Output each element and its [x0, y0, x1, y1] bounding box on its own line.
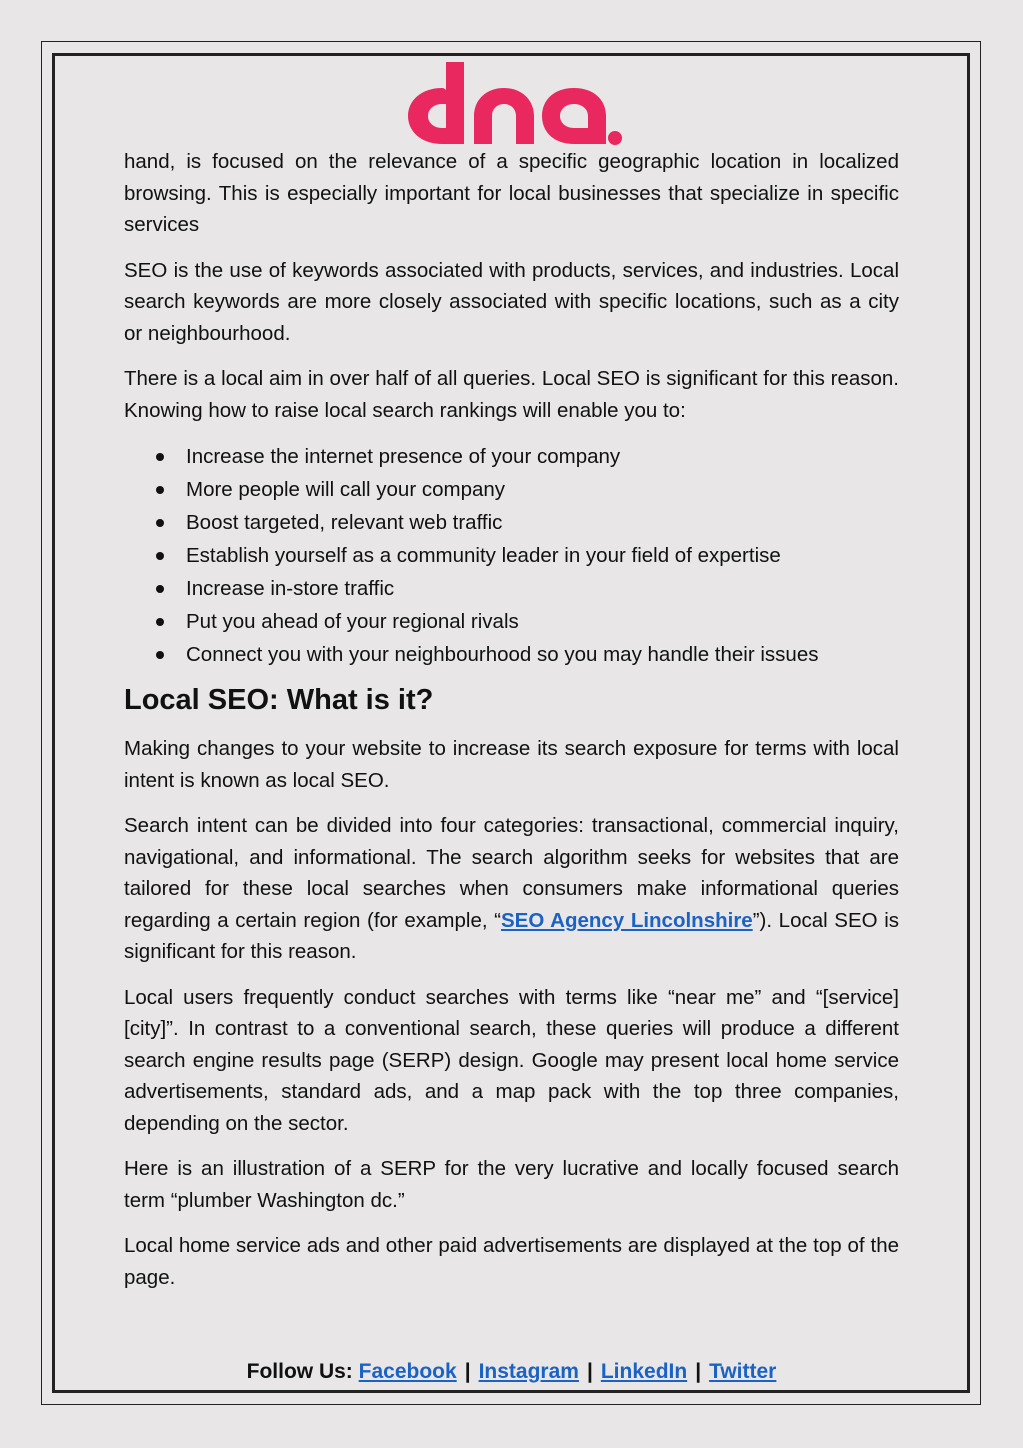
separator: |	[695, 1360, 702, 1383]
list-item: Increase the internet presence of your company	[124, 440, 899, 473]
paragraph-2: SEO is the use of keywords associated with products, services, and industries. Local search keywords are more closely associated with specific locations, such as a city or neighbourhood.	[124, 258, 899, 345]
twitter-link[interactable]: Twitter	[709, 1360, 777, 1383]
bullet-icon	[156, 651, 164, 659]
paragraph-8: Local home service ads and other paid advertisements are displayed at the top of the page.	[124, 1234, 899, 1289]
bullet-icon	[156, 486, 164, 494]
bullet-icon	[156, 585, 164, 593]
section-heading: Local SEO: What is it?	[124, 684, 434, 716]
seo-agency-link[interactable]: SEO Agency Lincolnshire	[501, 908, 753, 932]
paragraph-7: Here is an illustration of a SERP for the very lucrative and locally focused search term “plumber Washington dc.”	[124, 1157, 899, 1212]
benefits-list	[124, 440, 899, 671]
instagram-link[interactable]: Instagram	[478, 1360, 579, 1383]
follow-us-label: Follow Us:	[246, 1360, 353, 1383]
linkedin-link[interactable]: LinkedIn	[600, 1360, 688, 1383]
paragraph-5: Search intent can be divided into four categories: transactional, commercial inquiry, navigational, and informational. The search algorithm seeks for websites that are tailored for these local searches when consumers make informational queries regarding a certain region (for example, “SEO Agency Lincolnshire”). Local SEO is significant for this reason.	[124, 814, 900, 963]
document-body	[124, 146, 899, 1307]
bullet-icon	[156, 618, 164, 626]
paragraph-3: There is a local aim in over half of all queries. Local SEO is significant for this reason. Knowing how to raise local search rankings will enable you to:	[124, 367, 899, 422]
list-item: Boost targeted, relevant web traffic	[124, 506, 899, 539]
bullet-icon	[156, 552, 164, 560]
list-item: Establish yourself as a community leader in your field of expertise	[124, 539, 899, 572]
bullet-icon	[156, 519, 164, 527]
separator: |	[464, 1360, 471, 1383]
paragraph-6: Local users frequently conduct searches with terms like “near me” and “[service] [city]”. In contrast to a conventional search, these queries will produce a different search engine results page (SERP) design. Google may present local home service advertisements, standard ads, and a map pack with the top three companies, depending on the sector.	[124, 985, 899, 1135]
bullet-icon	[156, 453, 164, 461]
paragraph-1: hand, is focused on the relevance of a specific geographic location in localized browsing. This is especially important for local businesses that specialize in specific services	[124, 150, 899, 236]
dna-logo	[402, 58, 622, 148]
list-item: Connect you with your neighbourhood so you may handle their issues	[124, 638, 899, 671]
list-item: Increase in-store traffic	[124, 572, 899, 605]
facebook-link[interactable]: Facebook	[358, 1360, 457, 1383]
list-item: More people will call your company	[124, 473, 899, 506]
separator: |	[586, 1360, 593, 1383]
social-footer	[124, 1356, 899, 1388]
list-item: Put you ahead of your regional rivals	[124, 605, 899, 638]
paragraph-4: Making changes to your website to increase its search exposure for terms with local intent is known as local SEO.	[124, 737, 899, 792]
